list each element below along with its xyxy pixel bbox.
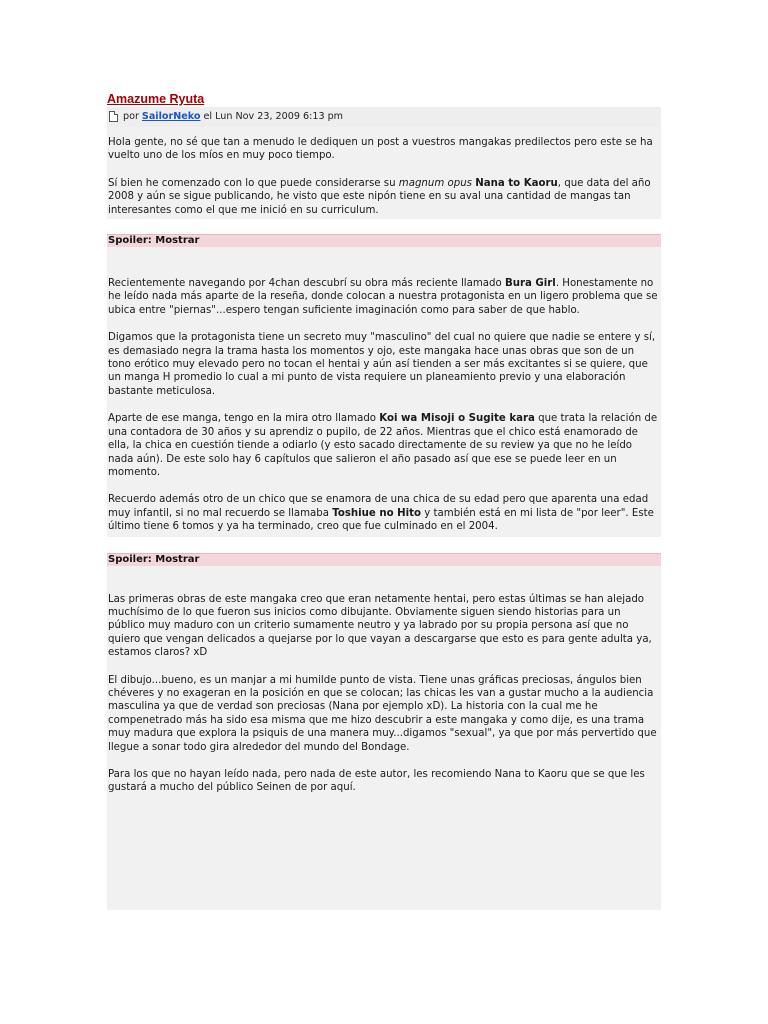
s1-p4-text-a: Recuerdo además otro de un chico que se enamora de una chica de su edad pero que aparenta una edad muy infantil, si no mal recuerdo se llamaba (108, 494, 649, 519)
post-document-icon (109, 111, 118, 122)
spoiler1-paragraph-2: Digamos que la protagonista tiene un secreto muy "masculino" del cual no quiere que nadie se entere y sí, es demasiado negra la trama hasta los momentos y ojo, este mangaka hace unas obras que son de un tono erótico muy elevado pero no tocan el hentai y aún así tienden a ser más excitantes si se quiere, que un manga H promedio lo cual a mi punto de vista requiere un planeamiento previo y una elaboración bastante meticulosa. (108, 332, 656, 397)
spacer (107, 537, 661, 553)
s1-p1-text-a: Recientemente navegando por 4chan descubrí su obra más reciente llamado (108, 278, 505, 290)
post-meta (107, 107, 661, 127)
forum-post (107, 92, 661, 910)
spoiler1-paragraph-1 (108, 277, 658, 317)
post-intro (107, 127, 661, 219)
spoiler-toggle-2[interactable]: Spoiler: Mostrar (107, 553, 661, 566)
s1-p1-strong: Bura Girl (504, 278, 556, 290)
spoiler2-paragraph-3: Para los que no hayan leído nada, pero nada de este autor, les recomiendo Nana to Kaoru que se que les gustará a mucho del público Seinen de por aquí. (108, 769, 645, 794)
post-date: el Lun Nov 23, 2009 6:13 pm (203, 111, 344, 123)
s1-p1-text-b: . Honestamente no he leído nada más aparte de la reseña, donde colocan a nuestra protagonista en un ligero problema que se ubica entre "piernas"...espero tengan suficiente imaginación como para saber de que hablo. (108, 278, 658, 316)
intro-paragraph-1: Hola gente, no sé que tan a menudo le dediquen un post a vuestros mangakas predilectos pero este se ha vuelto uno de los míos en muy poco tiempo. (108, 137, 653, 162)
author-link[interactable]: SailorNeko (141, 111, 201, 123)
intro-paragraph-2 (108, 177, 658, 217)
intro-p2-text-a: Sí bien he comenzado con lo que puede considerarse su (108, 177, 399, 189)
spoiler-toggle-1[interactable]: Spoiler: Mostrar (107, 234, 661, 247)
intro-p2-text-c: , que data del año 2008 y aún se sigue publicando, he visto que este nipón tiene en su aval una cantidad de mangas tan interesantes como el que me inició en su curriculum. (108, 177, 651, 216)
spoiler1-paragraph-3 (108, 412, 658, 479)
spoiler2-paragraph-1: Las primeras obras de este mangaka creo que eran netamente hentai, pero estas últimas se han alejado muchísimo de lo que fueron sus inicios como dibujante. Obviamente siguen siendo historias para un público muy maduro con un criterio sumamente neutro y ya labrado por su propia persona así que no quiero que vengan delicados a quejarse por lo que vayan a descargarse que esto es para gente adulta ya, estamos claros? xD (108, 593, 652, 659)
spoiler1-paragraph-4 (108, 493, 658, 533)
spoiler-content-2 (107, 566, 661, 910)
s1-p3-strong: Koi wa Misoji o Sugite kara (379, 413, 535, 425)
spoiler2-paragraph-2: El dibujo...bueno, es un manjar a mi humilde punto de vista. Tiene unas gráficas preciosas, ángulos bien chéveres y no exageran en la posición en que se colocan; las chicas les van a gustar mucho a la audiencia masculina ya que de verdad son preciosas (Nana por ejemplo xD). La historia con la cual me he compenetrado más ha sido esa misma que me hizo descubrir a este mangaka y como dije, es una trama muy madura que explora la psiquis de una manera muy...digamos "sexual", ya que por más pervertido que llegue a sonar todo gira alrededor del mundo del Bondage. (108, 674, 657, 753)
intro-p2-emphasis: magnum opus (398, 177, 472, 189)
s1-p3-text-a: Aparte de ese manga, tengo en la mira otro llamado (108, 413, 380, 425)
s1-p3-text-b: que trata la relación de una contadora de 30 años y su aprendiz o pupilo, de 22 años. Mientras que el chico está enamorado de ella, la chica en cuestión tiende a odiarlo (y esto sacado directamente de su review ya que no he leído nada aún). De este solo hay 6 capítulos que salieron el año pasado así que ese se puede leer en un momento. (108, 413, 658, 478)
spoiler-content-1 (107, 247, 661, 537)
intro-p2-strong: Nana to Kaoru (475, 177, 558, 189)
post-title-link[interactable]: Amazume Ryuta (107, 92, 205, 106)
meta-prefix: por (123, 111, 139, 123)
s1-p4-strong: Toshiue no Hito (332, 507, 422, 519)
s1-p4-text-b: y también está en mi lista de "por leer". Este último tiene 6 tomos y ya ha terminado, creo que fue culminado en el 2004. (108, 507, 654, 533)
spacer (107, 219, 661, 234)
